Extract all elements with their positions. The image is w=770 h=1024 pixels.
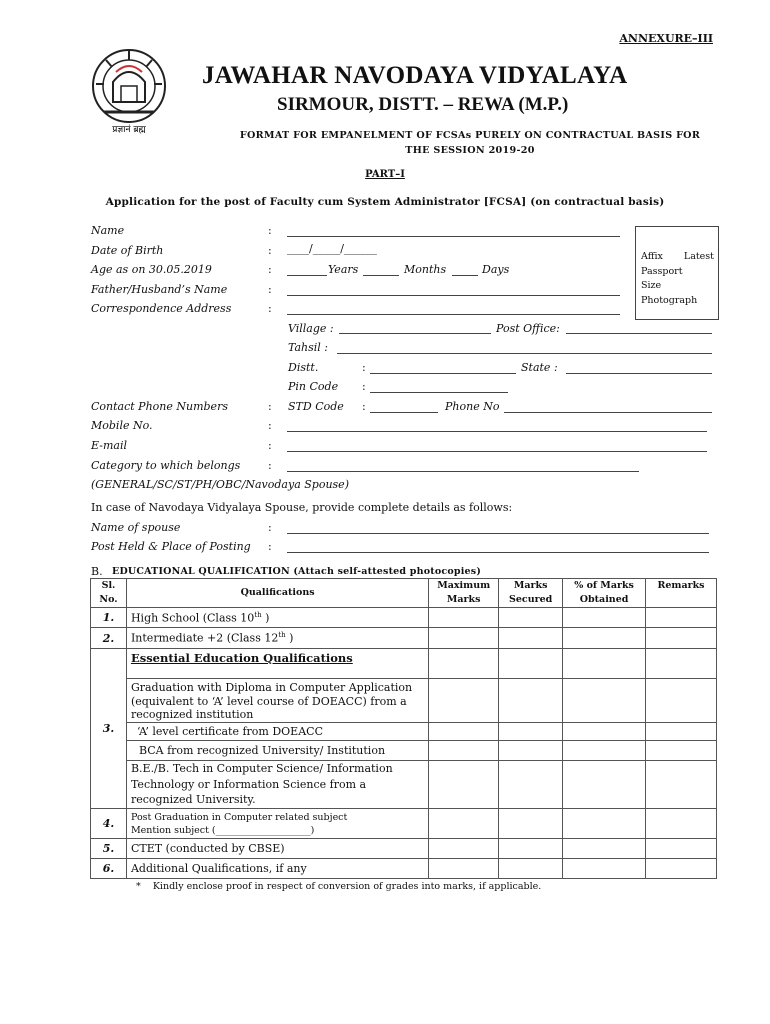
cell-remarks[interactable] bbox=[646, 761, 717, 809]
cell-marks-secured[interactable] bbox=[499, 679, 563, 723]
colon: : bbox=[268, 439, 272, 452]
cell-remarks[interactable] bbox=[646, 741, 717, 761]
cell-max-marks[interactable] bbox=[429, 679, 499, 723]
colon: : bbox=[268, 521, 272, 534]
spouse-intro: In case of Navodaya Vidyalaya Spouse, provide complete details as follows: bbox=[91, 501, 513, 514]
colon: : bbox=[268, 283, 272, 296]
qualification-table bbox=[90, 578, 717, 879]
photo-text: Size bbox=[641, 280, 662, 291]
part-heading: PART–I bbox=[365, 169, 405, 180]
cell-percent[interactable] bbox=[563, 741, 646, 761]
table-row bbox=[91, 649, 717, 679]
cell-max-marks[interactable] bbox=[429, 723, 499, 741]
std-label: STD Code bbox=[288, 400, 344, 413]
father-label: Father/Husband’s Name bbox=[91, 283, 228, 296]
footnote: * Kindly enclose proof in respect of conversion of grades into marks, if applicable. bbox=[136, 881, 542, 892]
spouse-name-label: Name of spouse bbox=[91, 521, 181, 534]
colon: : bbox=[362, 361, 366, 374]
colon: : bbox=[268, 400, 272, 413]
cell-marks-secured[interactable] bbox=[499, 649, 563, 679]
row-qualification: B.E./B. Tech in Computer Science/ Information Technology or Information Science from a recognized University. bbox=[126, 761, 428, 809]
post-held-label: Post Held & Place of Posting bbox=[91, 540, 251, 553]
cell-percent[interactable] bbox=[563, 628, 646, 649]
colon: : bbox=[268, 244, 272, 257]
school-emblem-icon bbox=[86, 40, 172, 138]
pin-label: Pin Code bbox=[288, 380, 339, 393]
row-qualification: High School (Class 10th ) bbox=[126, 608, 428, 628]
colon: : bbox=[268, 419, 272, 432]
row-qualification: ‘A’ level certificate from DOEACC bbox=[126, 723, 428, 741]
post-held-field[interactable] bbox=[287, 552, 709, 553]
cell-marks-secured[interactable] bbox=[499, 608, 563, 628]
cell-remarks[interactable] bbox=[646, 723, 717, 741]
row-qualification: Intermediate +2 (Class 12th ) bbox=[126, 628, 428, 649]
cell-marks-secured[interactable] bbox=[499, 859, 563, 879]
table-row bbox=[91, 809, 717, 839]
months-label: Months bbox=[404, 263, 447, 276]
school-title: JAWAHAR NAVODAYA VIDYALAYA bbox=[202, 62, 628, 89]
email-label: E-mail bbox=[91, 439, 127, 452]
post-office-label: Post Office: bbox=[496, 322, 560, 335]
distt-field[interactable] bbox=[370, 373, 516, 374]
cell-marks-secured[interactable] bbox=[499, 741, 563, 761]
phone-label: Phone No bbox=[445, 400, 500, 413]
mobile-label: Mobile No. bbox=[91, 419, 153, 432]
cell-max-marks[interactable] bbox=[429, 608, 499, 628]
state-field[interactable] bbox=[566, 373, 712, 374]
email-field[interactable] bbox=[287, 451, 707, 452]
category-label: Category to which belongs bbox=[91, 459, 241, 472]
col-sl: Sl. No. bbox=[91, 579, 127, 608]
row-qualification: Post Graduation in Computer related subject Mention subject (____________________) bbox=[126, 809, 428, 839]
application-title: Application for the post of Faculty cum System Administrator [FCSA] (on contractual basis) bbox=[105, 196, 665, 208]
age-days-field[interactable] bbox=[452, 275, 478, 276]
cell-percent[interactable] bbox=[563, 679, 646, 723]
annexure-label: ANNEXURE–III bbox=[619, 32, 713, 45]
table-header bbox=[91, 579, 717, 608]
photo-box bbox=[635, 226, 719, 320]
table-row bbox=[91, 679, 717, 723]
cell-remarks[interactable] bbox=[646, 809, 717, 839]
mobile-field[interactable] bbox=[287, 431, 707, 432]
age-label: Age as on 30.05.2019 bbox=[91, 263, 212, 276]
cell-max-marks[interactable] bbox=[429, 809, 499, 839]
cell-remarks[interactable] bbox=[646, 839, 717, 859]
row-qualification: Graduation with Diploma in Computer Application (equivalent to ‘A’ level course of DOEACC) from a recognized institution bbox=[126, 679, 428, 723]
cell-percent[interactable] bbox=[563, 761, 646, 809]
cell-percent[interactable] bbox=[563, 809, 646, 839]
col-max-marks: Maximum Marks bbox=[429, 579, 499, 608]
table-row bbox=[91, 608, 717, 628]
contact-label: Contact Phone Numbers bbox=[91, 400, 228, 413]
cell-percent[interactable] bbox=[563, 723, 646, 741]
colon: : bbox=[362, 400, 366, 413]
category-field[interactable] bbox=[287, 471, 639, 472]
essential-qualifications-heading: Essential Education Qualifications bbox=[126, 649, 428, 679]
father-field[interactable] bbox=[287, 295, 620, 296]
cell-remarks[interactable] bbox=[646, 608, 717, 628]
village-field[interactable] bbox=[339, 333, 491, 334]
col-percent: % of Marks Obtained bbox=[563, 579, 646, 608]
photo-text: Photograph bbox=[641, 294, 698, 306]
photo-text: Passport bbox=[641, 265, 683, 277]
std-field[interactable] bbox=[370, 412, 438, 413]
state-label: State : bbox=[521, 361, 558, 374]
distt-label: Distt. bbox=[288, 361, 319, 374]
address-label: Correspondence Address bbox=[91, 302, 232, 315]
col-remarks: Remarks bbox=[646, 579, 717, 608]
cell-marks-secured[interactable] bbox=[499, 809, 563, 839]
row-qualification: CTET (conducted by CBSE) bbox=[126, 839, 428, 859]
colon: : bbox=[268, 263, 272, 276]
colon: : bbox=[268, 302, 272, 315]
row-sl: 4. bbox=[91, 809, 127, 839]
table-row bbox=[91, 859, 717, 879]
colon: : bbox=[268, 224, 272, 237]
cell-max-marks[interactable] bbox=[429, 761, 499, 809]
row-qualification: BCA from recognized University/ Institution bbox=[126, 741, 428, 761]
col-qualifications: Qualifications bbox=[126, 579, 428, 608]
phone-field[interactable] bbox=[504, 412, 712, 413]
cell-percent[interactable] bbox=[563, 839, 646, 859]
years-label: Years bbox=[328, 263, 359, 276]
photo-text: Latest bbox=[683, 251, 714, 262]
cell-percent[interactable] bbox=[563, 649, 646, 679]
cell-marks-secured[interactable] bbox=[499, 761, 563, 809]
cell-remarks[interactable] bbox=[646, 859, 717, 879]
cell-marks-secured[interactable] bbox=[499, 628, 563, 649]
row-sl: 2. bbox=[91, 628, 127, 649]
pin-field[interactable] bbox=[370, 392, 508, 393]
table-row bbox=[91, 761, 717, 809]
cell-max-marks[interactable] bbox=[429, 649, 499, 679]
emblem-motto: प्रज्ञानं ब्रह्म bbox=[112, 125, 146, 135]
village-label: Village : bbox=[288, 322, 334, 335]
cell-remarks[interactable] bbox=[646, 679, 717, 723]
format-line-1: FORMAT FOR EMPANELMENT OF FCSAs PURELY ON CONTRACTUAL BASIS FOR bbox=[239, 130, 701, 141]
table-row bbox=[91, 839, 717, 859]
cell-max-marks[interactable] bbox=[429, 839, 499, 859]
age-years-field[interactable] bbox=[287, 275, 327, 276]
section-b-title: EDUCATIONAL QUALIFICATION (Attach self-attested photocopies) bbox=[112, 566, 482, 577]
colon: : bbox=[268, 459, 272, 472]
cell-marks-secured[interactable] bbox=[499, 839, 563, 859]
table-row bbox=[91, 628, 717, 649]
school-location: SIRMOUR, DISTT. – REWA (M.P.) bbox=[277, 94, 569, 115]
address-field[interactable] bbox=[287, 314, 620, 315]
row-sl: 1. bbox=[91, 608, 127, 628]
cell-percent[interactable] bbox=[563, 608, 646, 628]
dob-label: Date of Birth bbox=[91, 244, 164, 257]
row-sl: 6. bbox=[91, 859, 127, 879]
dob-field[interactable]: ____/_____/______ bbox=[287, 242, 377, 255]
category-options: (GENERAL/SC/ST/PH/OBC/Navodaya Spouse) bbox=[91, 478, 349, 491]
cell-remarks[interactable] bbox=[646, 649, 717, 679]
colon: : bbox=[268, 540, 272, 553]
row-sl: 3. bbox=[91, 649, 127, 809]
name-field[interactable] bbox=[287, 236, 620, 237]
photo-text: Affix bbox=[641, 251, 663, 262]
tahsil-label: Tahsil : bbox=[288, 341, 329, 354]
col-marks-secured: Marks Secured bbox=[499, 579, 563, 608]
cell-percent[interactable] bbox=[563, 859, 646, 879]
colon: : bbox=[362, 380, 366, 393]
format-line-2: THE SESSION 2019-20 bbox=[405, 145, 535, 156]
spouse-name-field[interactable] bbox=[287, 533, 709, 534]
cell-max-marks[interactable] bbox=[429, 628, 499, 649]
cell-max-marks[interactable] bbox=[429, 741, 499, 761]
cell-marks-secured[interactable] bbox=[499, 723, 563, 741]
cell-max-marks[interactable] bbox=[429, 859, 499, 879]
days-label: Days bbox=[482, 263, 510, 276]
row-qualification: Additional Qualifications, if any bbox=[126, 859, 428, 879]
tahsil-field[interactable] bbox=[337, 353, 712, 354]
table-row bbox=[91, 741, 717, 761]
name-label: Name bbox=[91, 224, 125, 237]
post-office-field[interactable] bbox=[566, 333, 712, 334]
cell-remarks[interactable] bbox=[646, 628, 717, 649]
format-heading bbox=[220, 128, 720, 158]
table-row bbox=[91, 723, 717, 741]
age-months-field[interactable] bbox=[363, 275, 399, 276]
section-b-letter: B. bbox=[91, 565, 103, 578]
row-sl: 5. bbox=[91, 839, 127, 859]
